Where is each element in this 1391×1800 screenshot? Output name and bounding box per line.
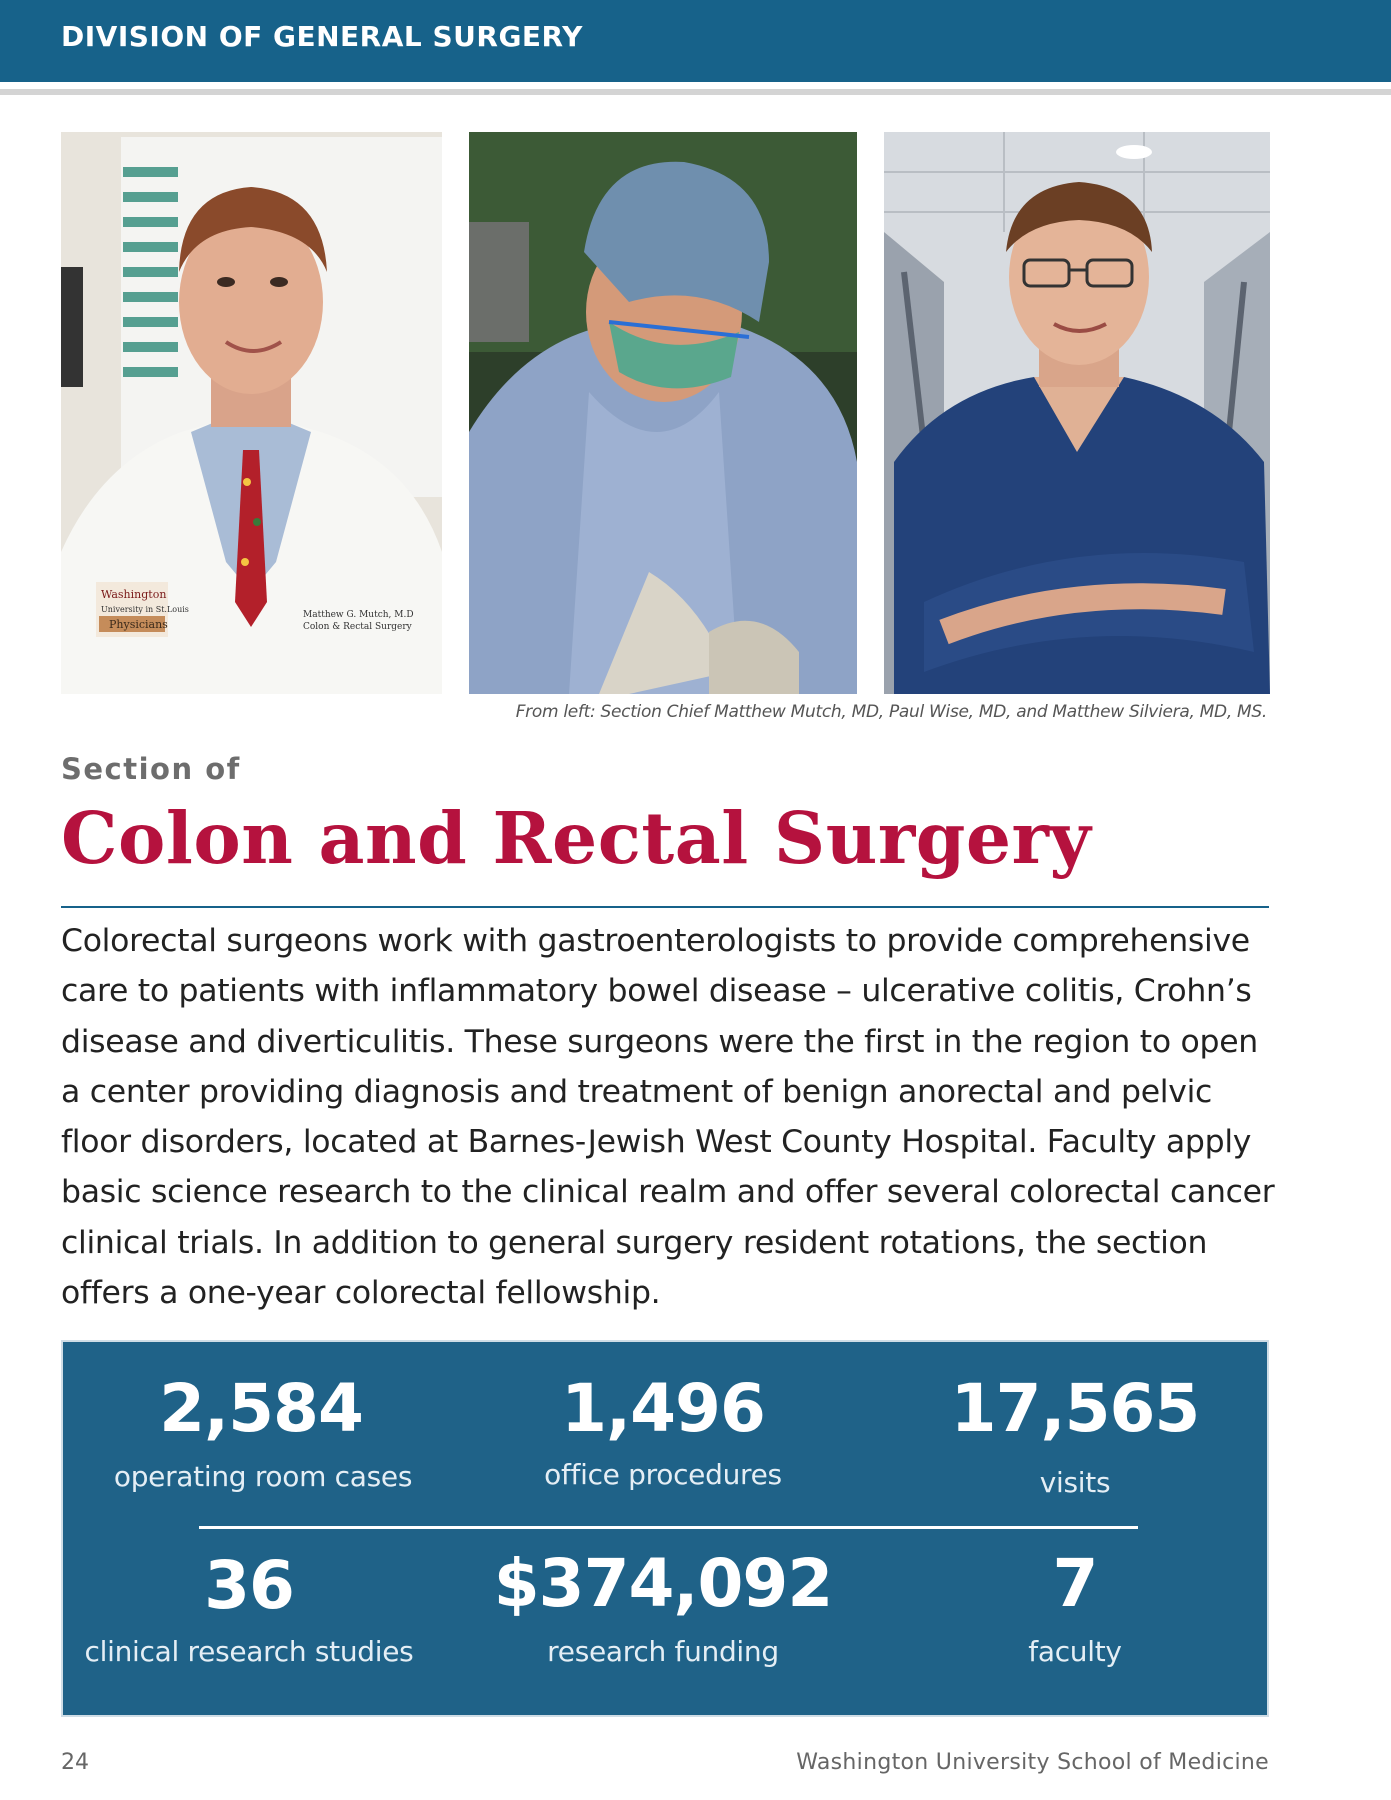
coat-logo-text-3: Physicians	[109, 618, 168, 631]
section-body	[61, 916, 1281, 1318]
stat-label-research-funding: research funding	[547, 1635, 779, 1668]
stat-label-faculty: faculty	[1028, 1635, 1122, 1668]
stat-label-clinical-research-studies: clinical research studies	[84, 1635, 414, 1668]
stat-label-visits: visits	[1039, 1466, 1111, 1499]
stat-value-clinical-research-studies: 36	[204, 1547, 294, 1624]
footer-school-name: Washington University School of Medicine	[796, 1750, 1269, 1775]
body-line: Colorectal surgeons work with gastroenterologists to provide comprehensive	[61, 923, 1250, 959]
photo-matthew-mutch	[61, 132, 442, 694]
coat-name-text-2: Colon & Rectal Surgery	[303, 622, 412, 632]
stat-label-operating-room-cases: operating room cases	[113, 1460, 413, 1493]
photo-paul-wise	[469, 132, 857, 694]
header-divider	[0, 89, 1391, 95]
coat-logo-text-2: University in St.Louis	[101, 605, 189, 614]
body-line: offers a one-year colorectal fellowship.	[61, 1275, 661, 1312]
coat-logo-text-1: Washington	[101, 588, 167, 601]
body-line: a center providing diagnosis and treatment of benign anorectal and pelvic	[61, 1073, 1213, 1110]
section-kicker: Section of	[61, 752, 241, 786]
body-line: basic science research to the clinical realm and offer several colorectal cancer	[61, 1174, 1275, 1211]
page-title: Colon and Rectal Surgery	[61, 796, 1092, 880]
header-band	[0, 0, 1391, 82]
body-line: floor disorders, located at Barnes-Jewish West County Hospital. Faculty apply	[61, 1124, 1252, 1161]
stat-value-operating-room-cases: 2,584	[159, 1370, 363, 1447]
division-title: DIVISION OF GENERAL SURGERY	[61, 20, 583, 53]
body-line: clinical trials. In addition to general surgery resident rotations, the section	[61, 1224, 1208, 1261]
stat-value-faculty: 7	[1052, 1545, 1098, 1622]
body-line: care to patients with inflammatory bowel disease – ulcerative colitis, Crohn’s	[61, 973, 1252, 1010]
stats-panel	[61, 1340, 1269, 1717]
photo-matthew-silviera	[884, 132, 1270, 694]
stats-divider	[199, 1526, 1138, 1529]
page-number: 24	[61, 1750, 89, 1775]
stat-label-office-procedures: office procedures	[544, 1458, 782, 1491]
coat-name-text-1: Matthew G. Mutch, M.D	[303, 610, 414, 620]
stat-value-research-funding: $374,092	[493, 1545, 833, 1622]
stat-value-visits: 17,565	[950, 1370, 1200, 1447]
body-line: disease and diverticulitis. These surgeons were the first in the region to open	[61, 1023, 1258, 1060]
photo-caption: From left: Section Chief Matthew Mutch, MD, Paul Wise, MD, and Matthew Silviera, MD, MS.	[515, 702, 1267, 722]
stat-value-office-procedures: 1,496	[561, 1370, 765, 1447]
title-divider	[61, 906, 1269, 908]
